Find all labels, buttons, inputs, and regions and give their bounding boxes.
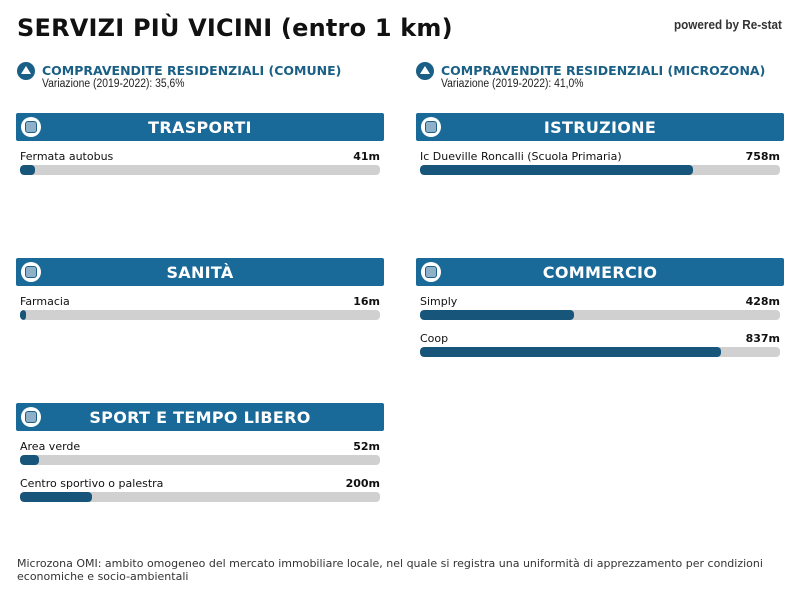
service-distance: 41m bbox=[353, 150, 380, 163]
stat-title: COMPRAVENDITE RESIDENZIALI (COMUNE) bbox=[42, 63, 342, 78]
triangle-up-icon bbox=[416, 62, 434, 80]
service-distance: 200m bbox=[345, 477, 380, 490]
section-title: ISTRUZIONE bbox=[543, 118, 657, 137]
service-name: Coop bbox=[420, 332, 449, 345]
service-item bbox=[420, 323, 780, 360]
distance-bar-track bbox=[420, 310, 780, 320]
section-trasporti bbox=[16, 113, 384, 178]
service-distance: 758m bbox=[745, 150, 780, 163]
service-name: Fermata autobus bbox=[20, 150, 114, 163]
distance-bar-fill bbox=[420, 165, 693, 175]
service-item bbox=[20, 286, 380, 323]
stat-subtitle: Variazione (2019-2022): 35,6% bbox=[42, 78, 185, 90]
distance-bar-track bbox=[20, 310, 380, 320]
section-istruzione bbox=[416, 113, 784, 178]
section-header bbox=[16, 258, 384, 286]
section-title: COMMERCIO bbox=[542, 263, 658, 282]
service-name: Farmacia bbox=[20, 295, 70, 308]
service-item bbox=[20, 468, 380, 505]
service-name: Ic Dueville Roncalli (Scuola Primaria) bbox=[420, 150, 622, 163]
service-distance: 428m bbox=[745, 295, 780, 308]
distance-bar-fill bbox=[20, 455, 39, 465]
service-name: Simply bbox=[420, 295, 458, 308]
distance-bar-fill bbox=[20, 310, 26, 320]
stat-title: COMPRAVENDITE RESIDENZIALI (MICROZONA) bbox=[441, 63, 766, 78]
distance-bar-track bbox=[420, 165, 780, 175]
triangle-up-icon bbox=[17, 62, 35, 80]
section-header bbox=[416, 258, 784, 286]
section-commercio bbox=[416, 258, 784, 360]
section-sanita bbox=[16, 258, 384, 323]
section-header bbox=[16, 403, 384, 431]
service-item bbox=[420, 141, 780, 178]
service-name: Area verde bbox=[20, 440, 81, 453]
distance-bar-track bbox=[20, 492, 380, 502]
service-item bbox=[20, 431, 380, 468]
section-header bbox=[16, 113, 384, 141]
distance-bar-fill bbox=[420, 347, 721, 357]
section-header bbox=[416, 113, 784, 141]
distance-bar-fill bbox=[20, 492, 92, 502]
footnote: Microzona OMI: ambito omogeneo del mercato immobiliare locale, nel quale si registra una uniformità di apprezzamento per condizioni economiche e socio-ambientali bbox=[17, 557, 763, 583]
section-title: SANITÀ bbox=[166, 263, 234, 282]
distance-bar-track bbox=[20, 455, 380, 465]
stat-subtitle: Variazione (2019-2022): 41,0% bbox=[441, 78, 584, 90]
section-sport bbox=[16, 403, 384, 505]
service-distance: 837m bbox=[745, 332, 780, 345]
service-item bbox=[420, 286, 780, 323]
service-distance: 16m bbox=[353, 295, 380, 308]
distance-bar-track bbox=[420, 347, 780, 357]
service-item bbox=[20, 141, 380, 178]
page-title: SERVIZI PIÙ VICINI (entro 1 km) bbox=[17, 14, 453, 42]
distance-bar-fill bbox=[420, 310, 574, 320]
distance-bar-fill bbox=[20, 165, 35, 175]
section-title: SPORT E TEMPO LIBERO bbox=[89, 408, 311, 427]
section-title: TRASPORTI bbox=[148, 118, 252, 137]
distance-bar-track bbox=[20, 165, 380, 175]
service-name: Centro sportivo o palestra bbox=[20, 477, 164, 490]
service-distance: 52m bbox=[353, 440, 380, 453]
powered-by-logo: powered by Re-stat bbox=[674, 17, 782, 32]
